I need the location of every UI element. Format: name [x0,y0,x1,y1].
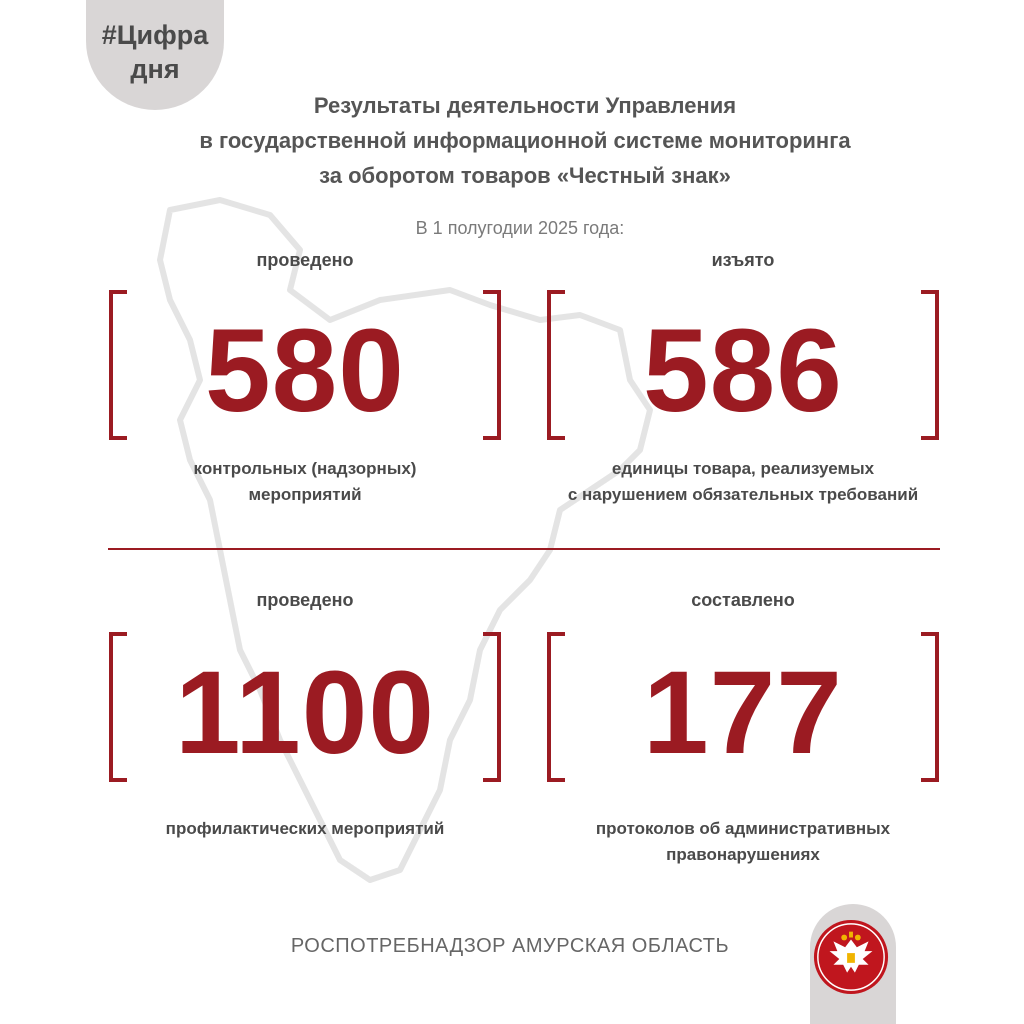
stat-block-seized [543,250,943,510]
desc-line-2: с нарушением обязательных требований [567,485,919,504]
desc-line-2: мероприятий [248,485,362,504]
title-line-2: в государственной информационной системе мониторинга [199,128,851,153]
stat-value: 177 [643,647,843,779]
stat-description [543,816,943,868]
page-title [100,88,950,193]
stat-value: 580 [205,305,405,437]
title-line-1: Результаты деятельности Управления [313,93,737,118]
stat-caption: проведено [256,590,354,610]
stat-block-preventive [105,590,505,850]
desc-line-1: профилактических мероприятий [165,819,445,838]
desc-line-1: контрольных (надзорных) [193,459,417,478]
desc-line-1: единицы товара, реализуемых [611,459,875,478]
desc-line-1: протоколов об административных [595,819,891,838]
desc-line-2: правонарушениях [666,845,820,864]
stat-caption: изъято [711,250,775,270]
stat-description [105,456,505,508]
period-subtitle: В 1 полугодии 2025 года: [415,218,625,238]
stat-caption: проведено [256,250,354,270]
double-headed-eagle-emblem-icon [812,918,890,996]
stat-block-protocols [543,590,943,864]
stat-value: 586 [643,305,843,437]
stat-caption: составлено [691,590,795,610]
section-divider [108,548,940,550]
stat-value: 1100 [175,647,435,779]
stat-description [523,456,963,508]
title-line-3: за оборотом товаров «Честный знак» [319,163,731,188]
stat-block-inspections [105,250,505,510]
organization-footer: РОСПОТРЕБНАДЗОР АМУРСКАЯ ОБЛАСТЬ [290,935,730,957]
tag-line-1: #Цифра [101,20,209,50]
tag-line-2: дня [130,54,180,84]
stat-description [105,816,505,842]
